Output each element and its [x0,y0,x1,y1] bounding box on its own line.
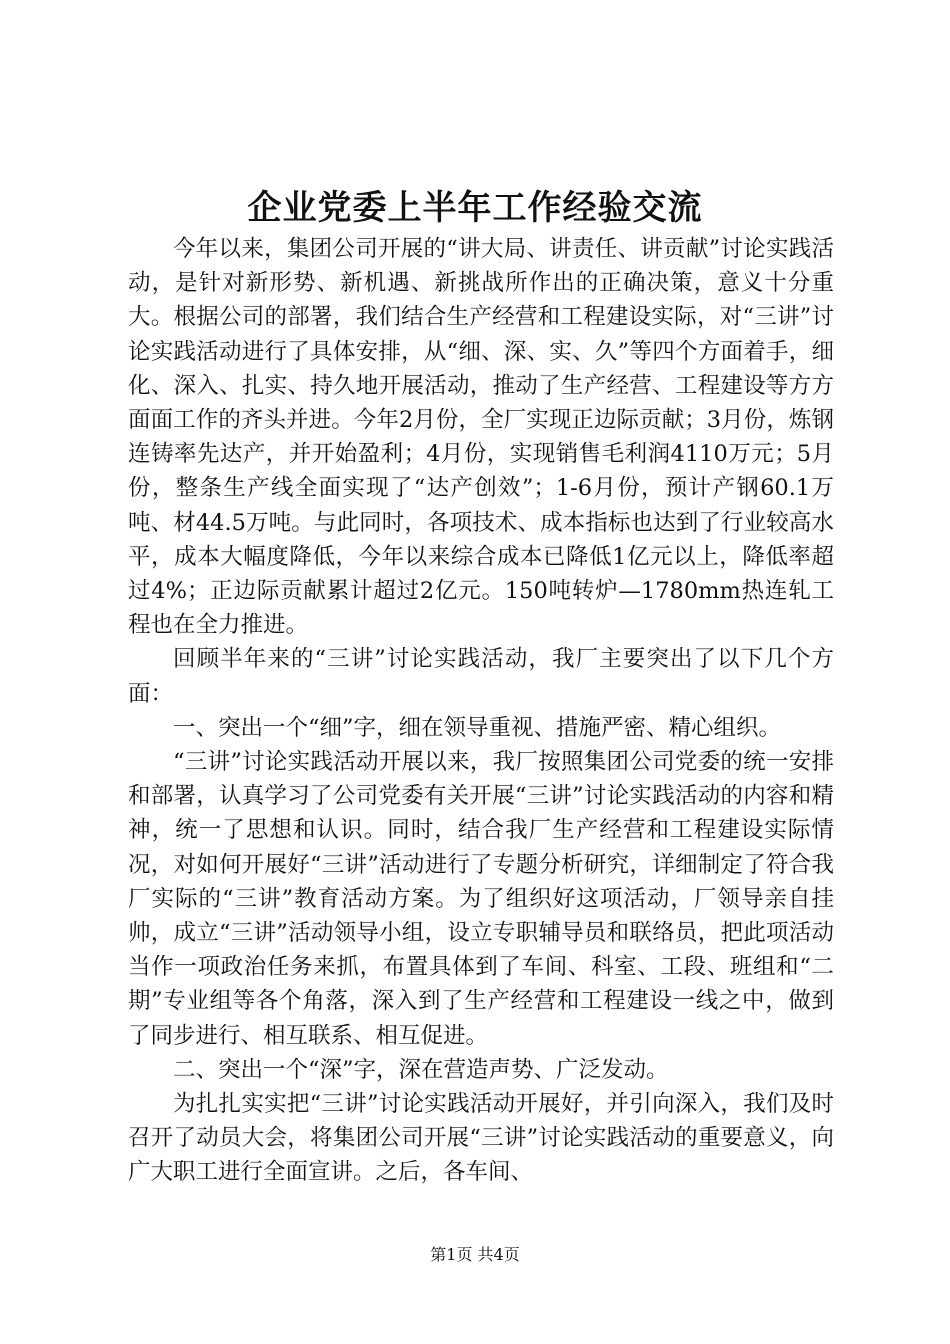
paragraph-section-1: “三讲”讨论实践活动开展以来，我厂按照集团公司党委的统一安排和部署，认真学习了公司党委有关开展“三讲”讨论实践活动的内容和精神，统一了思想和认识。同时，结合我厂生产经营和工程建设实际情况，对如何开展好“三讲”活动进行了专题分析研究，详细制定了符合我厂实际的“三讲”教育活动方案。为了组织好这项活动，厂领导亲自挂帅，成立“三讲”活动领导小组，设立专职辅导员和联络员，把此项活动当作一项政治任务来抓，布置具体到了车间、科室、工段、班组和“二期”专业组等各个角落，深入到了生产经营和工程建设一线之中，做到了同步进行、相互联系、相互促进。 [128,749,834,1049]
paragraph-review: 回顾半年来的“三讲”讨论实践活动，我厂主要突出了以下几个方面： [128,646,834,707]
page-title: 企业党委上半年工作经验交流 [247,188,703,228]
section-heading-1: 一、突出一个“细”字，细在领导重视、措施严密、精心组织。 [173,714,782,741]
document-body [128,232,834,1190]
section-heading-2: 二、突出一个“深”字，深在营造声势、广泛发动。 [173,1056,669,1083]
page-footer: 第1页 共4页 [430,1245,520,1264]
paragraph-section-2: 为扎扎实实把“三讲”讨论实践活动开展好，并引向深入，我们及时召开了动员大会，将集团公司开展“三讲”讨论实践活动的重要意义，向广大职工进行全面宣讲。之后，各车间、 [128,1091,834,1186]
paragraph-intro: 今年以来，集团公司开展的“讲大局、讲责任、讲贡献”讨论实践活动，是针对新形势、新机遇、新挑战所作出的正确决策，意义十分重大。根据公司的部署，我们结合生产经营和工程建设实际，对“三讲”讨论实践活动进行了具体安排，从“细、深、实、久”等四个方面着手，细化、深入、扎实、持久地开展活动，推动了生产经营、工程建设等方方面面工作的齐头并进。今年2月份，全厂实现正边际贡献；3月份，炼钢连铸率先达产，并开始盈利；4月份，实现销售毛利润4110万元；5月份，整条生产线全面实现了“达产创效”；1-6月份，预计产钢60.1万吨、材44.5万吨。与此同时，各项技术、成本指标也达到了行业较高水平，成本大幅度降低，今年以来综合成本已降低1亿元以上，降低率超过4%；正边际贡献累计超过2亿元。150吨转炉—1780mm热连轧工程也在全力推进。 [128,236,834,639]
